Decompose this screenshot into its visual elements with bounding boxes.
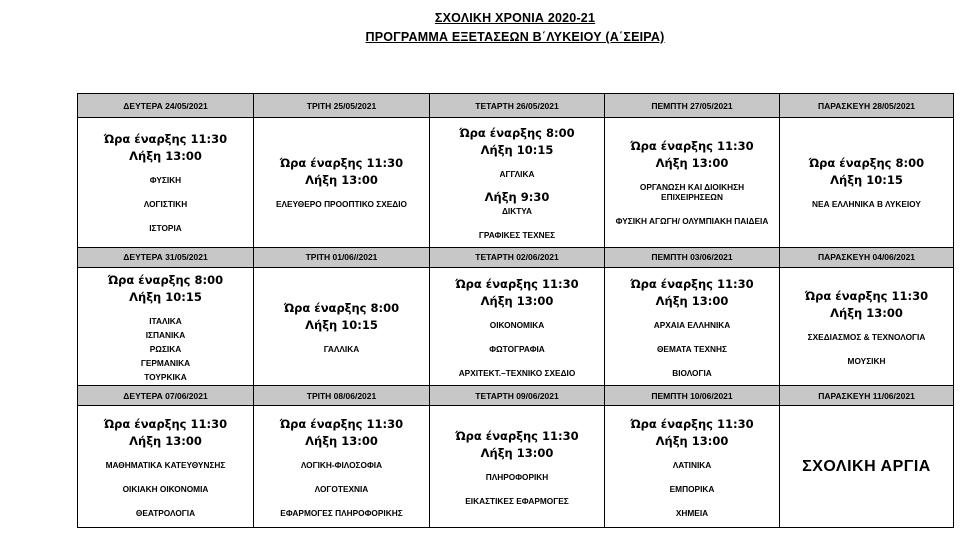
day-header: ΠΑΡΑΣΚΕΥΗ 04/06/2021 (780, 247, 954, 267)
subject: ΓΡΑΦΙΚΕΣ ΤΕΧΝΕΣ (478, 229, 556, 240)
day-header: ΠΕΜΠΤΗ 03/06/2021 (605, 247, 780, 267)
week-2-header-row (78, 247, 954, 267)
start-time: Ώρα έναρξης 11:30 (103, 132, 228, 147)
end-time: Λήξη 13:00 (655, 156, 729, 171)
day-header: ΠΕΜΠΤΗ 10/06/2021 (605, 386, 780, 406)
exam-cell (78, 406, 254, 528)
day-header: ΔΕΥΤΕΡΑ 07/06/2021 (78, 386, 254, 406)
day-header: ΠΑΡΑΣΚΕΥΗ 28/05/2021 (780, 94, 954, 118)
subject: ΧΗΜΕΙΑ (675, 507, 709, 518)
subject: ΛΟΓΙΚΗ-ΦΙΛΟΣΟΦΙΑ (300, 459, 383, 470)
exam-cell (605, 118, 780, 248)
subject: ΛΟΓΟΤΕΧΝΙΑ (314, 483, 369, 494)
subject: ΟΡΓΑΝΩΣΗ ΚΑΙ ΔΙΟΙΚΗΣΗ ΕΠΙΧΕΙΡΗΣΕΩΝ (639, 182, 745, 203)
subject: ΤΟΥΡΚΙΚΑ (144, 371, 187, 382)
subject: ΟΙΚΟΝΟΜΙΚΑ (489, 319, 545, 330)
document-subtitle: ΠΡΟΓΡΑΜΜΑ ΕΞΕΤΑΣΕΩΝ Β΄ΛΥΚΕΙΟΥ (Α΄ΣΕΙΡΑ) (365, 30, 665, 44)
day-header: ΤΡΙΤΗ 08/06/2021 (254, 386, 430, 406)
subject: ΑΓΓΛΙΚΑ (499, 168, 535, 179)
start-time: Ώρα έναρξης 11:30 (103, 416, 228, 431)
exam-cell (254, 118, 430, 248)
subject: ΙΣΤΟΡΙΑ (149, 223, 182, 234)
end-time: Λήξη 13:00 (655, 433, 729, 448)
subject: ΓΕΡΜΑΝΙΚΑ (140, 357, 191, 368)
subject: ΡΩΣΙΚΑ (149, 343, 182, 354)
start-time: Ώρα έναρξης 8:00 (459, 125, 575, 140)
subject: ΟΙΚΙΑΚΗ ΟΙΚΟΝΟΜΙΑ (122, 483, 209, 494)
week-1-header-row (78, 94, 954, 118)
subject: ΠΛΗΡΟΦΟΡΙΚΗ (485, 471, 549, 482)
subject: ΘΕΑΤΡΟΛΟΓΙΑ (135, 507, 196, 518)
holiday-cell (780, 406, 954, 528)
day-header: ΤΕΤΑΡΤΗ 02/06/2021 (430, 247, 605, 267)
end-time: Λήξη 13:00 (830, 305, 903, 320)
subject: ΜΑΘΗΜΑΤΙΚΑ ΚΑΤΕΥΘΥΝΣΗΣ (105, 459, 226, 470)
subject: ΑΡΧΙΤΕΚΤ.–ΤΕΧΝΙΚΟ ΣΧΕΔΙΟ (458, 367, 576, 378)
start-time: Ώρα έναρξης 11:30 (279, 416, 404, 431)
week-1-exam-row (78, 118, 954, 248)
start-time: Ώρα έναρξης 11:30 (630, 139, 754, 154)
subject: ΔΙΚΤΥΑ (501, 205, 533, 216)
end-time: Λήξη 13:00 (129, 433, 202, 448)
week-2-exam-row (78, 267, 954, 386)
end-time: Λήξη 13:00 (305, 173, 378, 188)
exam-cell (78, 118, 254, 248)
subject: ΣΧΕΔΙΑΣΜΟΣ & ΤΕΧΝΟΛΟΓΙΑ (807, 331, 926, 342)
day-header: ΔΕΥΤΕΡΑ 24/05/2021 (78, 94, 254, 118)
day-header: ΤΡΙΤΗ 25/05/2021 (254, 94, 430, 118)
subject: ΦΥΣΙΚΗ (149, 175, 182, 186)
subject: ΑΡΧΑΙΑ ΕΛΛΗΝΙΚΑ (653, 319, 731, 330)
holiday-label: ΣΧΟΛΙΚΗ ΑΡΓΙΑ (802, 457, 931, 475)
subject: ΛΟΓΙΣΤΙΚΗ (143, 199, 188, 210)
start-time: Ώρα έναρξης 11:30 (804, 288, 929, 303)
end-time: Λήξη 10:15 (129, 289, 202, 304)
subject: ΕΙΚΑΣΤΙΚΕΣ ΕΦΑΡΜΟΓΕΣ (465, 495, 569, 506)
exam-cell (430, 118, 605, 248)
subject: ΕΛΕΥΘΕΡΟ ΠΡΟΟΠΤΙΚΟ ΣΧΕΔΙΟ (275, 199, 408, 210)
day-header: ΠΕΜΠΤΗ 27/05/2021 (605, 94, 780, 118)
exam-cell (430, 406, 605, 528)
week-3-header-row (78, 386, 954, 406)
subject: ΝΕΑ ΕΛΛΗΝΙΚΑ Β ΛΥΚΕΙΟΥ (812, 199, 921, 210)
day-header: ΠΑΡΑΣΚΕΥΗ 11/06/2021 (780, 386, 954, 406)
subject: ΜΟΥΣΙΚΗ (847, 355, 886, 366)
end-time: Λήξη 9:30 (484, 189, 550, 204)
exam-cell (78, 267, 254, 386)
start-time: Ώρα έναρξης 11:30 (630, 276, 754, 291)
end-time: Λήξη 13:00 (480, 293, 554, 308)
start-time: Ώρα έναρξης 11:30 (455, 276, 579, 291)
start-time: Ώρα έναρξης 8:00 (107, 272, 224, 287)
week-3-exam-row (78, 406, 954, 528)
start-time: Ώρα έναρξης 11:30 (279, 156, 404, 171)
end-time: Λήξη 13:00 (129, 149, 202, 164)
start-time: Ώρα έναρξης 11:30 (455, 428, 579, 443)
start-time: Ώρα έναρξης 8:00 (283, 300, 400, 315)
subject: ΙΣΠΑΝΙΚΑ (145, 329, 186, 340)
subject: ΒΙΟΛΟΓΙΑ (672, 367, 712, 378)
end-time: Λήξη 10:15 (480, 142, 554, 157)
exam-cell (254, 406, 430, 528)
end-time: Λήξη 13:00 (305, 433, 378, 448)
subject: ΦΩΤΟΓΡΑΦΙΑ (489, 343, 545, 354)
exam-cell (605, 267, 780, 386)
subject: ΙΤΑΛΙΚΑ (149, 315, 182, 326)
exam-schedule-table (77, 93, 954, 528)
exam-cell (780, 267, 954, 386)
subject: ΛΑΤΙΝΙΚΑ (672, 459, 712, 470)
start-time: Ώρα έναρξης 11:30 (630, 416, 754, 431)
day-header: ΤΕΤΑΡΤΗ 09/06/2021 (430, 386, 605, 406)
day-header: ΔΕΥΤΕΡΑ 31/05/2021 (78, 247, 254, 267)
subject: ΓΑΛΛΙΚΑ (323, 343, 360, 354)
end-time: Λήξη 13:00 (655, 293, 729, 308)
subject: ΘΕΜΑΤΑ ΤΕΧΝΗΣ (656, 343, 728, 354)
day-header: ΤΡΙΤΗ 01/06//2021 (254, 247, 430, 267)
exam-cell (605, 406, 780, 528)
exam-cell (780, 118, 954, 248)
day-header: ΤΕΤΑΡΤΗ 26/05/2021 (430, 94, 605, 118)
subject: ΕΜΠΟΡΙΚΑ (669, 483, 715, 494)
end-time: Λήξη 10:15 (305, 317, 378, 332)
subject: ΕΦΑΡΜΟΓΕΣ ΠΛΗΡΟΦΟΡΙΚΗΣ (280, 507, 403, 518)
subject: ΦΥΣΙΚΗ ΑΓΩΓΗ/ ΟΛΥΜΠΙΑΚΗ ΠΑΙΔΕΙΑ (615, 216, 769, 227)
end-time: Λήξη 10:15 (830, 173, 903, 188)
exam-cell (430, 267, 605, 386)
start-time: Ώρα έναρξης 8:00 (808, 156, 925, 171)
document-title: ΣΧΟΛΙΚΗ ΧΡΟΝΙΑ 2020-21 (434, 11, 596, 25)
exam-cell (254, 267, 430, 386)
end-time: Λήξη 13:00 (480, 445, 554, 460)
